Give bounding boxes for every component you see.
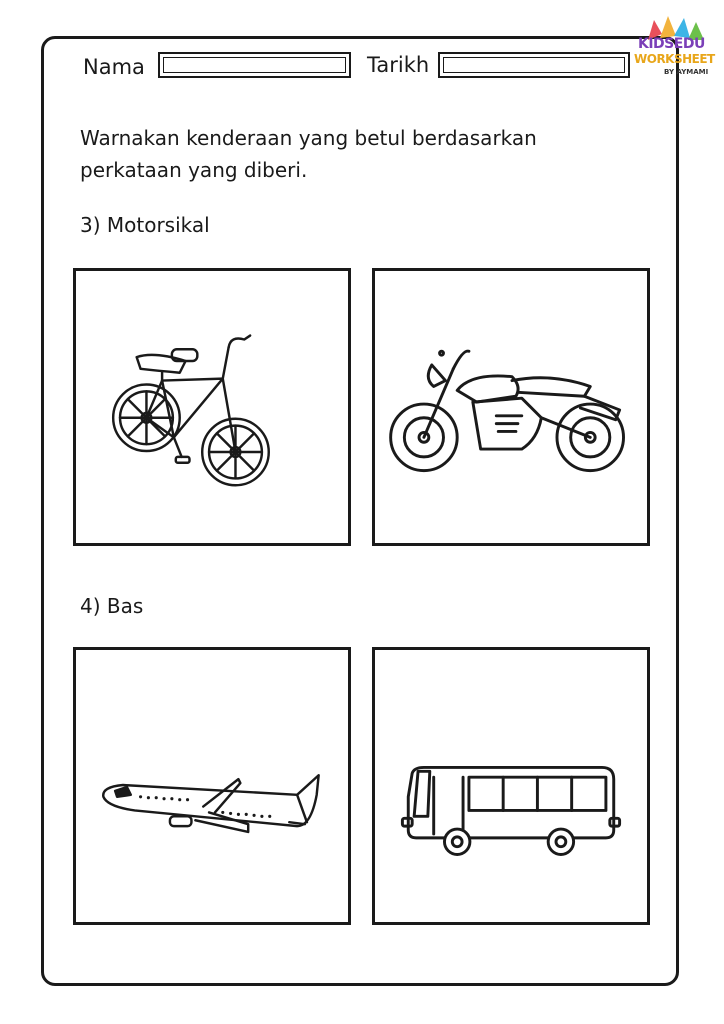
instruction-text: Warnakan kenderaan yang betul berdasarkan perkataan yang diberi. [80,126,537,182]
option-motorcycle[interactable] [372,268,650,546]
bicycle-icon [76,271,348,543]
option-airplane[interactable] [73,647,351,925]
logo-line2: WORKSHEET [634,52,715,66]
date-field[interactable] [438,52,630,78]
question-3-label: 3) Motorsikal [80,213,210,237]
kidsedu-logo [634,12,720,88]
logo-line3: BY AYMAMI [664,68,709,76]
logo-line1: KIDSEDU [638,36,705,52]
motorcycle-icon [375,271,647,543]
option-bicycle[interactable] [73,268,351,546]
question-4-label: 4) Bas [80,594,144,618]
airplane-icon [76,650,348,922]
bus-icon [375,650,647,922]
name-label: Nama [83,55,145,79]
date-label: Tarikh [367,53,430,77]
option-bus[interactable] [372,647,650,925]
name-field[interactable] [158,52,351,78]
